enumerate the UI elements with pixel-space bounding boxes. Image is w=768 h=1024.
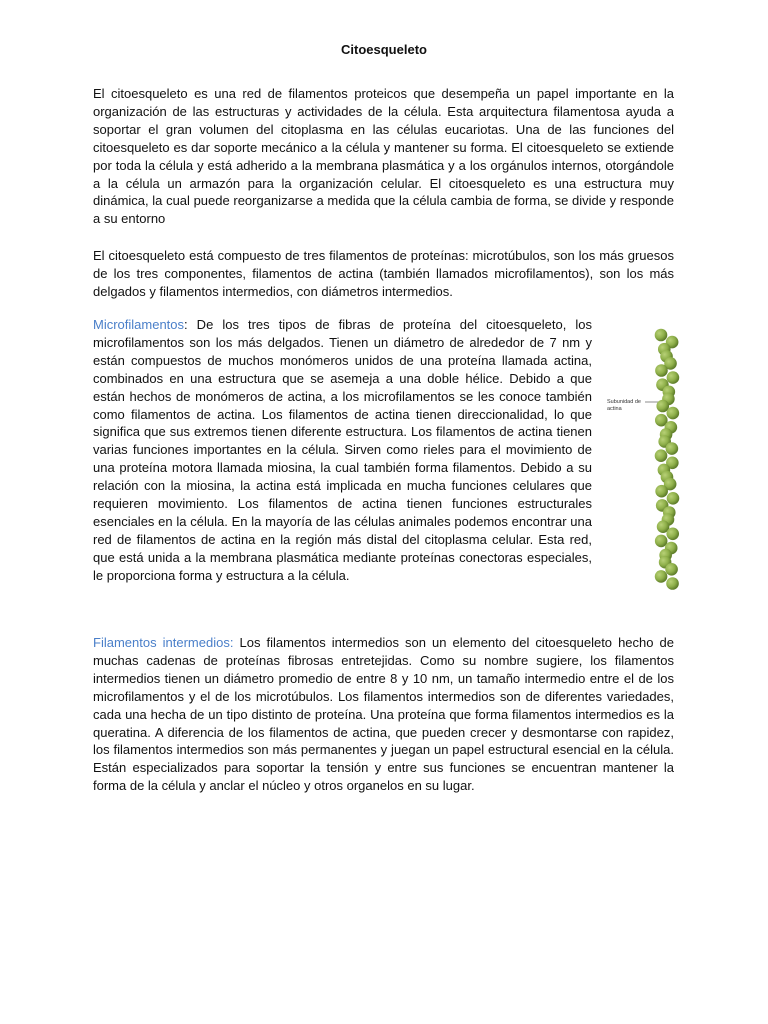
paragraph-text: : De los tres tipos de fibras de proteína del citoesqueleto, los microfilamentos son los más delgados. Tienen un diámetro de alrededor de 7 nm y están compuestos de muchos monómeros unidos de una proteína llamada actina, combinados en una estructura que se asemeja a una doble hélice. Debido a que están hechos de monómeros de actina, a los microfilamentos se les conoce también como filamentos de actina. Los filamentos de actina tienen direccionalidad, lo que significa que sus extremos tienen diferente estructura. Los filamentos de actina tienen varias funciones importantes en la célula. Sirven como rieles para el movimiento de una proteína motora llamada miosina, la cual también forma filamentos. Debido a su relación con la miosina, la actina está implicada en mucha funciones celulares que requieren movimiento. Los filamentos de actina tienen funciones estructurales esenciales en la célula. En la mayoría de las células animales podemos encontrar una red de filamentos de actina en la región más distal del citoplasma celular. Esta red, que está unida a la membrana plasmática mediante proteínas conectoras especiales, le proporciona forma y estructura a la célula. bbox=[93, 317, 592, 583]
page-title: Citoesqueleto bbox=[341, 42, 427, 57]
actin-subunit-bead bbox=[655, 364, 668, 377]
paragraph-intermediate-filaments bbox=[93, 634, 674, 795]
paragraph-intro bbox=[93, 85, 674, 228]
paragraph-components bbox=[93, 247, 674, 301]
actin-subunit-bead bbox=[655, 485, 668, 498]
actin-filament-figure bbox=[603, 323, 713, 598]
paragraph-text: El citoesqueleto está compuesto de tres filamentos de proteínas: microtúbulos, son los más gruesos de los tres componentes, filamentos de actina (también llamados microfilamentos), son los más delgados y filamentos intermedios, con diámetros intermedios. bbox=[93, 248, 674, 299]
actin-subunit-bead bbox=[666, 442, 679, 455]
actin-subunit-bead bbox=[667, 407, 680, 420]
section-heading-filamentos-intermedios: Filamentos intermedios: bbox=[93, 635, 234, 650]
paragraph-text: El citoesqueleto es una red de filamentos proteicos que desempeña un papel importante en la organización de las estructuras y actividades de la célula. Esta arquitectura filamentosa ayuda a soportar el gran volumen del citoplasma en las células eucariotas. Una de las funciones del citoesqueleto es dar soporte mecánico a la célula y mantener su forma. El citoesqueleto se extiende por toda la célula y está adherido a la membrana plasmática y a los orgánulos internos, otorgándole a la célula un armazón para la organización celular. El citoesqueleto es una estructura muy dinámica, la cual puede reorganizarse a medida que la célula cambia de forma, se divide y responde a su entorno bbox=[93, 86, 674, 227]
actin-subunit-bead bbox=[655, 449, 668, 462]
actin-subunit-bead bbox=[666, 577, 679, 590]
paragraph-text: Los filamentos intermedios son un elemento del citoesqueleto hecho de muchas cadenas de proteínas fibrosas entretejidas. Como su nombre sugiere, los filamentos intermedios tienen un diámetro promedio de entre 8 y 10 nm, un tamaño intermedio entre el de los microfilamentos y el de los microtúbulos. Los filamentos intermedios son de diferentes variedades, cada una hecha de un tipo distinto de proteína. Una proteína que forma filamentos intermedios es la queratina. A diferencia de los filamentos de actina, que pueden crecer y desmontarse con rapidez, los filamentos intermedios son más permanentes y juegan un papel estructural esencial en la célula. Están especializados para soportar la tensión y entre sus funciones se encuentran mantener la forma de la célula y anclar el núcleo y otros organelos en su lugar. bbox=[93, 635, 675, 794]
actin-subunit-bead bbox=[666, 528, 679, 541]
actin-filament-illustration bbox=[603, 323, 713, 598]
figure-label-actin-subunit: Subunidad de actina bbox=[607, 399, 641, 412]
actin-subunit-bead bbox=[665, 563, 678, 576]
actin-beads bbox=[655, 329, 680, 590]
section-heading-microfilamentos: Microfilamentos bbox=[93, 317, 185, 332]
actin-subunit-bead bbox=[655, 329, 668, 342]
actin-subunit-bead bbox=[655, 570, 668, 583]
actin-subunit-bead bbox=[667, 371, 680, 384]
actin-subunit-bead bbox=[667, 492, 680, 505]
paragraph-microfilaments bbox=[93, 316, 592, 585]
